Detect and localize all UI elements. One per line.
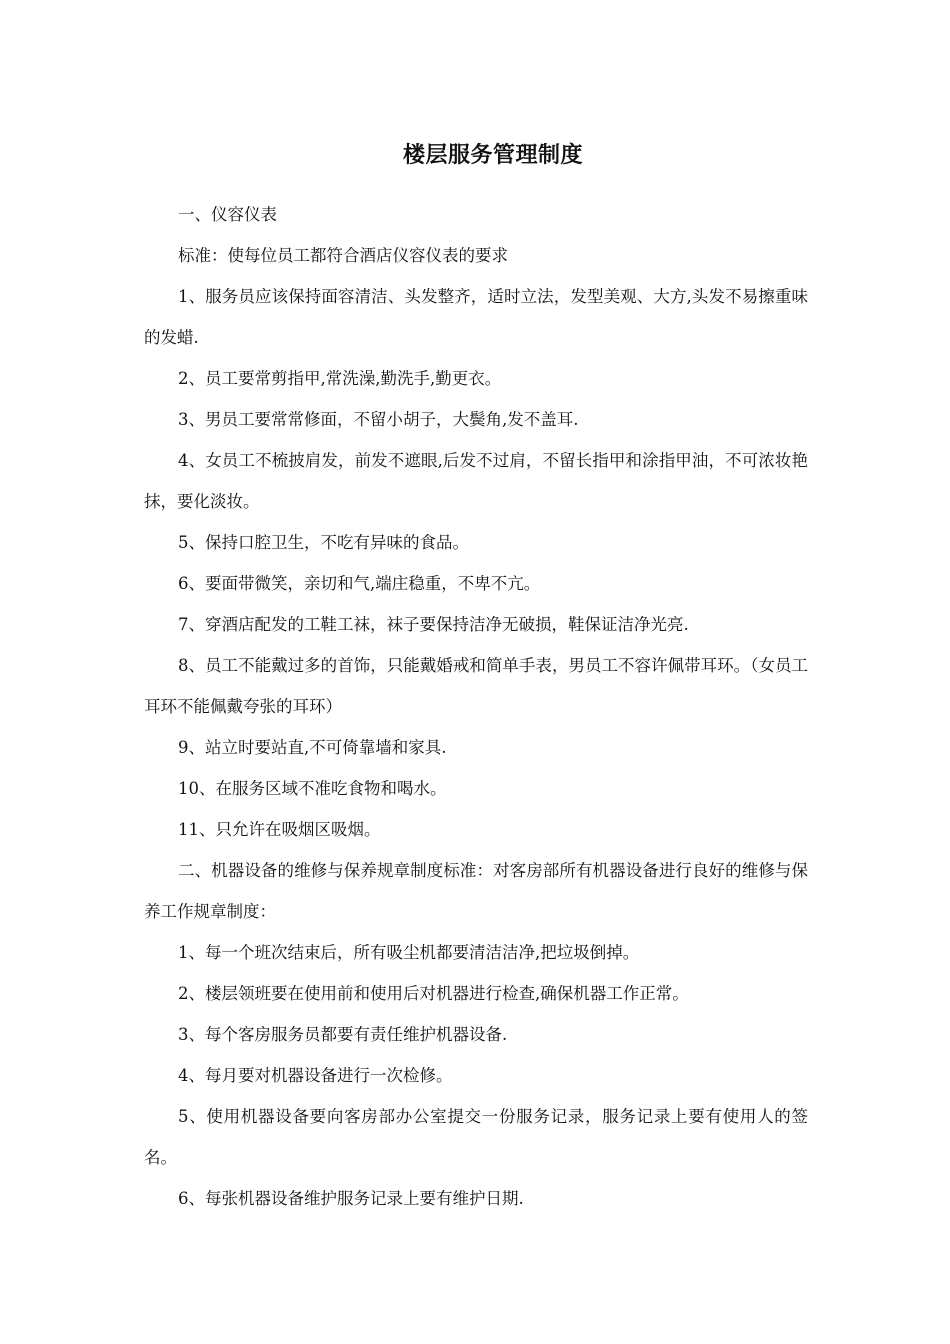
document-title: 楼层服务管理制度	[402, 143, 583, 168]
list-item: 1、每一个班次结束后，所有吸尘机都要清洁洁净,把垃圾倒掉。	[178, 943, 640, 962]
list-item: 2、楼层领班要在使用前和使用后对机器进行检查,确保机器工作正常。	[178, 984, 689, 1003]
list-item: 8、员工不能戴过多的首饰，只能戴婚戒和简单手表，男员工不容许佩带耳环。（女员工耳环不能佩戴夸张的耳环）	[144, 656, 808, 716]
list-item: 10、在服务区域不准吃食物和喝水。	[178, 779, 447, 798]
list-item: 2、员工要常剪指甲,常洗澡,勤洗手,勤更衣。	[178, 369, 502, 388]
list-item: 6、每张机器设备维护服务记录上要有维护日期.	[178, 1189, 524, 1208]
list-item: 3、男员工要常常修面，不留小胡子，大鬓角,发不盖耳.	[178, 410, 579, 429]
document-body	[144, 194, 808, 1219]
section-heading-appearance: 一、仪容仪表	[178, 205, 277, 224]
list-item: 1、服务员应该保持面容清洁、头发整齐，适时立法，发型美观、大方,头发不易擦重味的发蜡.	[144, 287, 808, 347]
list-item: 11、只允许在吸烟区吸烟。	[178, 820, 381, 839]
list-item: 7、穿酒店配发的工鞋工袜，袜子要保持洁净无破损，鞋保证洁净光亮.	[178, 615, 689, 634]
list-item: 9、站立时要站直,不可倚靠墙和家具.	[178, 738, 447, 757]
list-item: 5、保持口腔卫生，不吃有异味的食品。	[178, 533, 469, 552]
list-item: 3、每个客房服务员都要有责任维护机器设备.	[178, 1025, 508, 1044]
list-item: 5、使用机器设备要向客房部办公室提交一份服务记录，服务记录上要有使用人的签名。	[144, 1107, 808, 1167]
section-heading-equipment: 二、机器设备的维修与保养规章制度标准：对客房部所有机器设备进行良好的维修与保养工作规章制度：	[144, 861, 808, 921]
paragraph-standard: 标准：使每位员工都符合酒店仪容仪表的要求	[178, 246, 508, 265]
list-item: 4、每月要对机器设备进行一次检修。	[178, 1066, 453, 1085]
list-item: 4、女员工不梳披肩发，前发不遮眼,后发不过肩，不留长指甲和涂指甲油，不可浓妆艳抹，要化淡妆。	[144, 451, 808, 511]
list-item: 6、要面带微笑，亲切和气,端庄稳重，不卑不亢。	[178, 574, 541, 593]
